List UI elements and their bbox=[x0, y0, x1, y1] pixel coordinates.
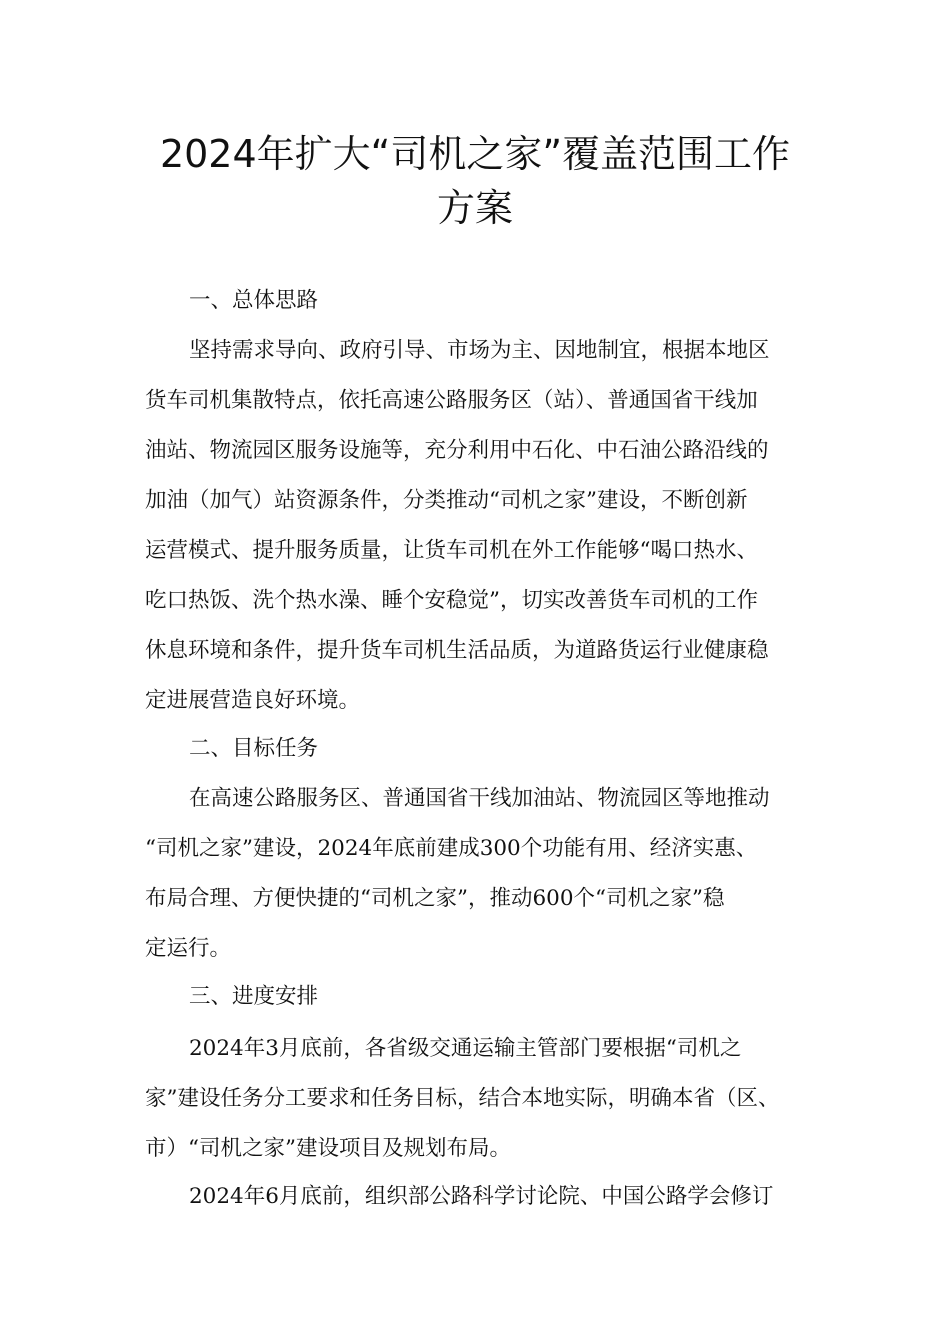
paragraph-line: 运营模式、提升服务质量，让货车司机在外工作能够“喝口热水、 bbox=[145, 538, 758, 563]
paragraph-line: 布局合理、方便快捷的“司机之家”，推动600个“司机之家”稳 bbox=[145, 886, 725, 911]
paragraph-line: 家”建设任务分工要求和任务目标，结合本地实际，明确本省（区、 bbox=[145, 1086, 780, 1111]
section-1-heading: 一、总体思路 bbox=[189, 288, 319, 313]
section-2-heading: 二、目标任务 bbox=[189, 736, 319, 761]
paragraph-line: 定运行。 bbox=[145, 936, 232, 961]
document-title-line-1: 2024年扩大“司机之家”覆盖范围工作 bbox=[159, 132, 791, 176]
paragraph-line: 休息环境和条件，提升货车司机生活品质，为道路货运行业健康稳 bbox=[145, 638, 769, 663]
paragraph-line: 坚持需求导向、政府引导、市场为主、因地制宜，根据本地区 bbox=[189, 338, 770, 363]
paragraph-line: 吃口热饭、洗个热水澡、睡个安稳觉”，切实改善货车司机的工作 bbox=[145, 588, 758, 613]
section-3-paragraph-1 bbox=[145, 1024, 810, 1174]
paragraph-line: 油站、物流园区服务设施等，充分利用中石化、中石油公路沿线的 bbox=[145, 438, 769, 463]
section-3-heading: 三、进度安排 bbox=[189, 984, 319, 1009]
paragraph-line: 市）“司机之家”建设项目及规划布局。 bbox=[145, 1136, 511, 1161]
section-3-paragraph-2 bbox=[145, 1172, 810, 1222]
paragraph-line: 在高速公路服务区、普通国省干线加油站、物流园区等地推动 bbox=[189, 786, 770, 811]
paragraph-line: 货车司机集散特点，依托高速公路服务区（站）、普通国省干线加 bbox=[145, 388, 758, 413]
section-2-paragraph bbox=[145, 774, 810, 974]
paragraph-line: “司机之家”建设，2024年底前建成300个功能有用、经济实惠、 bbox=[145, 836, 758, 861]
document-title-line-2: 方案 bbox=[436, 186, 513, 230]
paragraph-line: 2024年3月底前，各省级交通运输主管部门要根据“司机之 bbox=[189, 1036, 742, 1061]
paragraph-line: 加油（加气）站资源条件，分类推动“司机之家”建设，不断创新 bbox=[145, 488, 748, 513]
paragraph-line: 定进展营造良好环境。 bbox=[145, 688, 361, 713]
paragraph-line: 2024年6月底前，组织部公路科学讨论院、中国公路学会修订 bbox=[189, 1184, 774, 1209]
section-1-paragraph bbox=[145, 326, 810, 726]
